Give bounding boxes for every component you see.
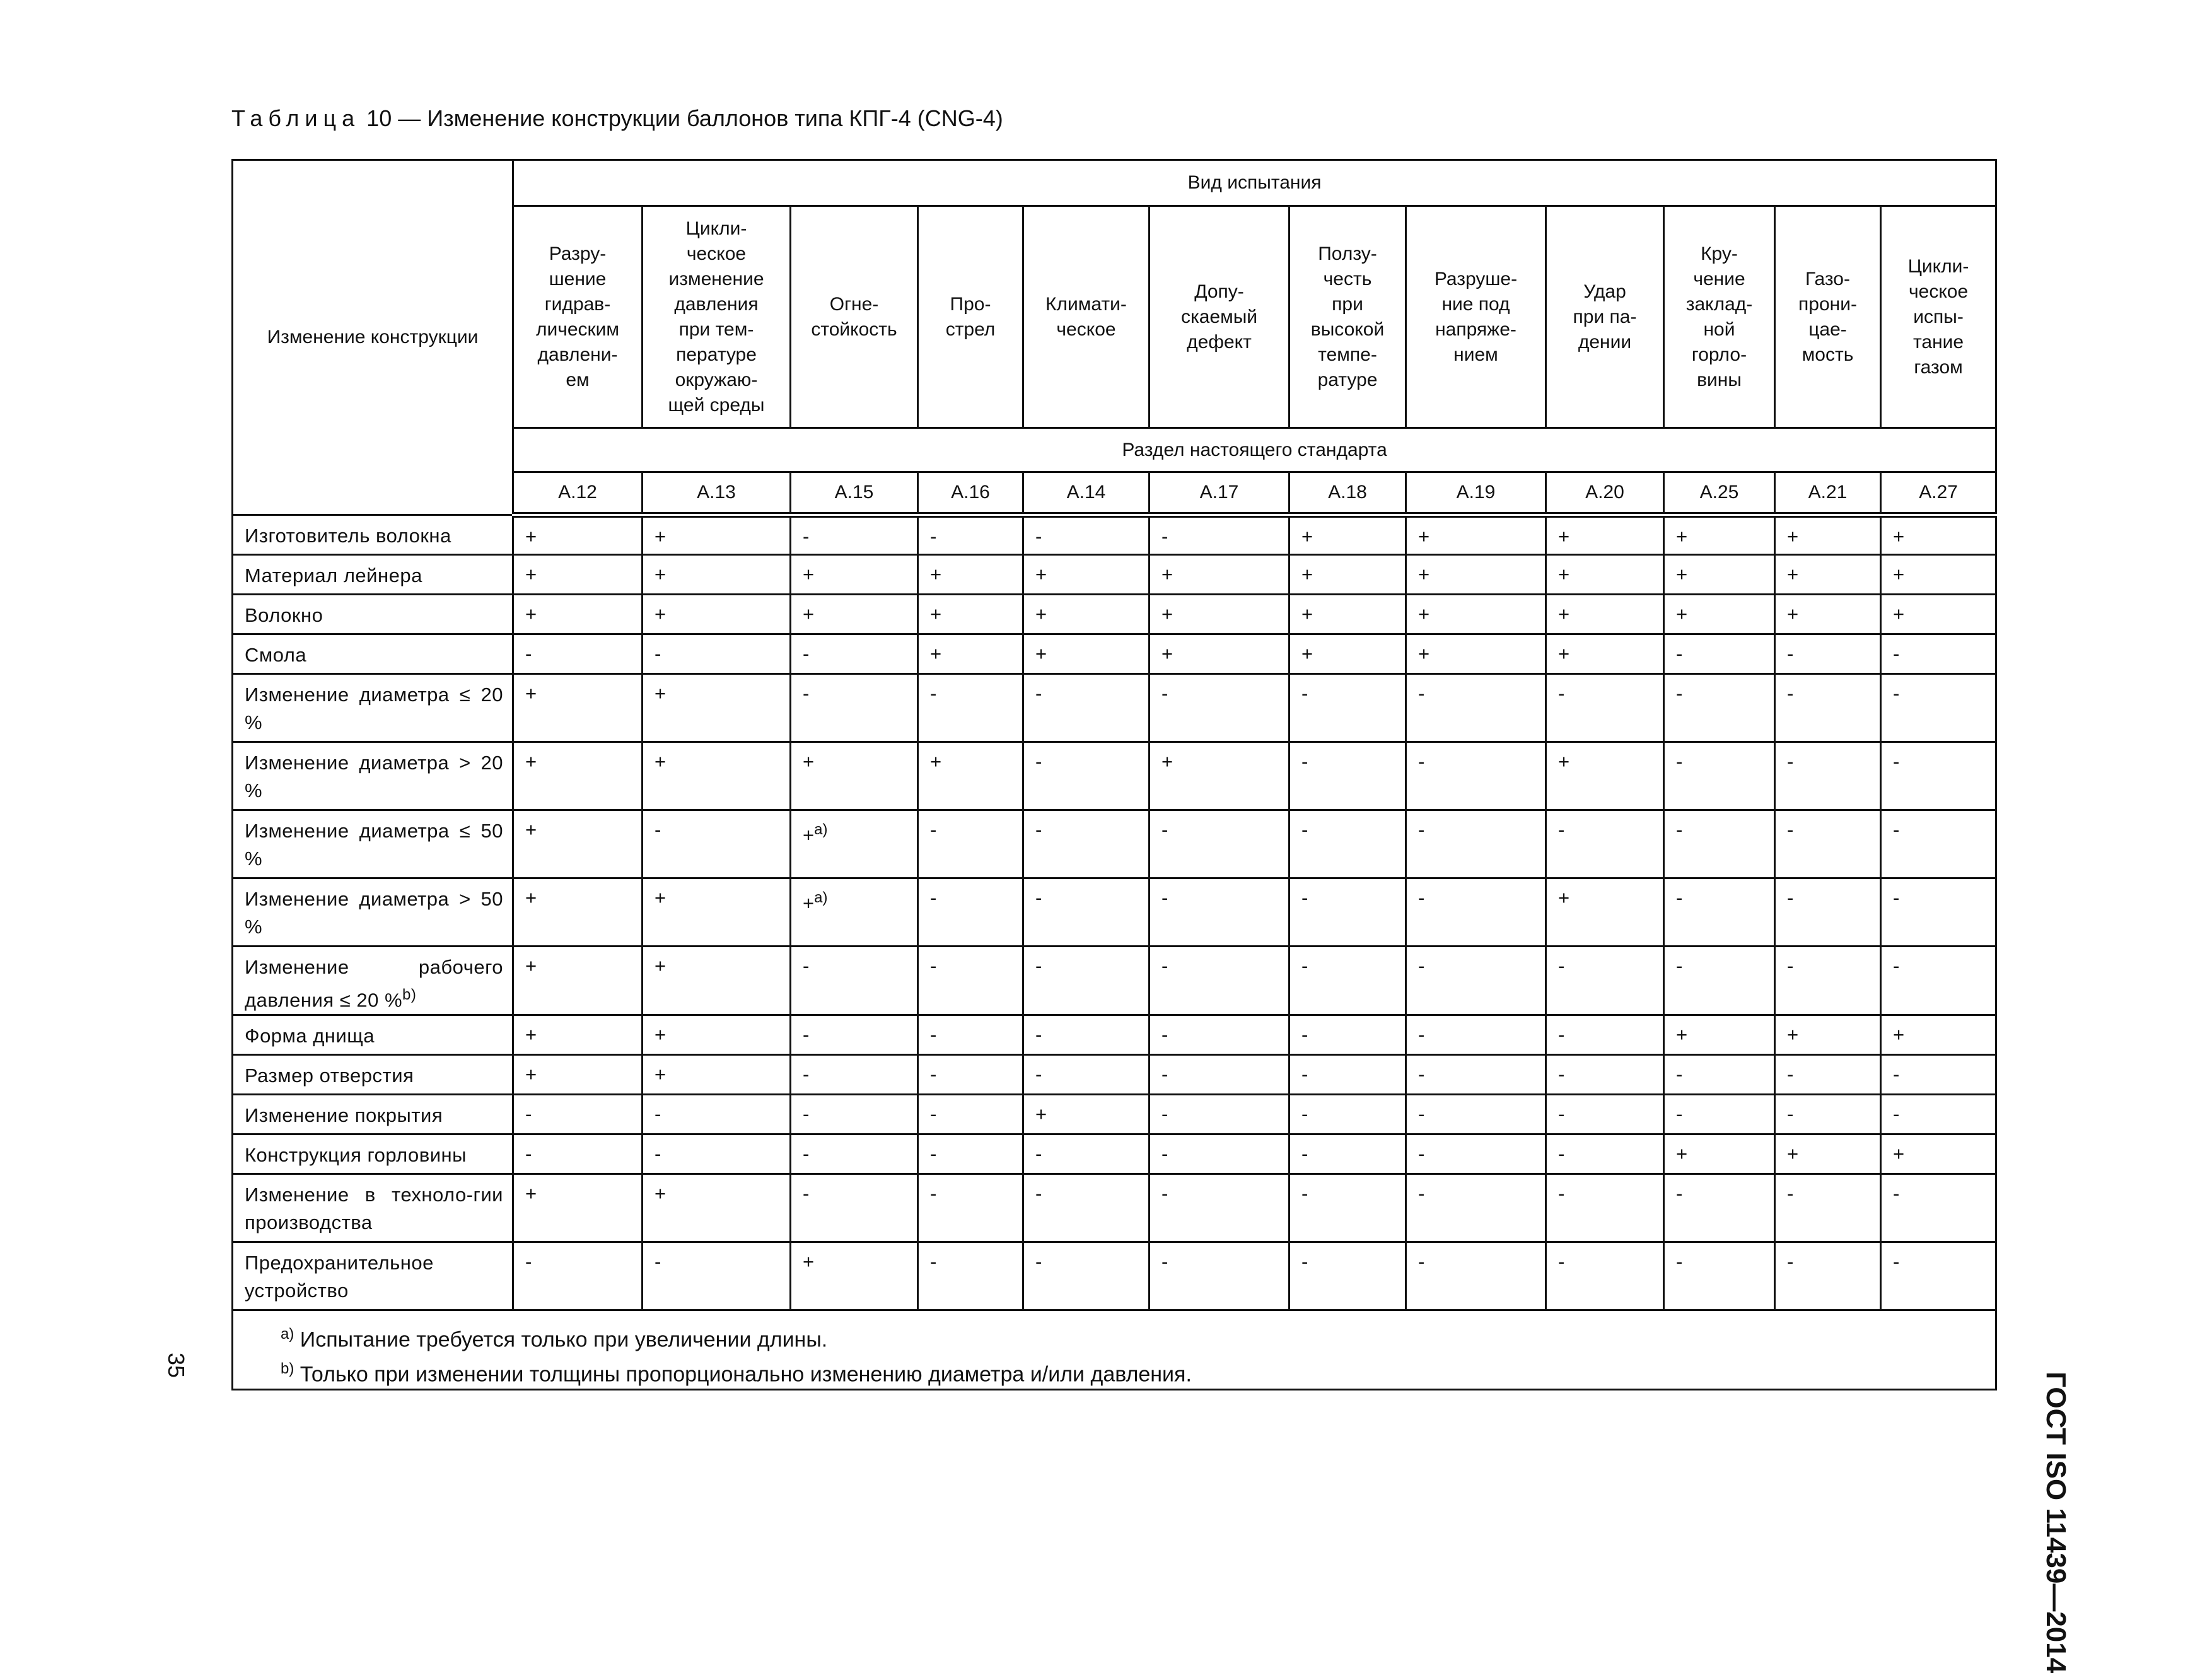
column-section-code: А.17 [1150,472,1289,515]
result-mark: - [1664,878,1775,947]
result-mark: + [791,595,918,634]
row-label: Размер отверстия [233,1055,513,1095]
table-row [233,1095,1996,1134]
result-mark: - [1289,742,1406,810]
result-mark: - [918,1174,1023,1242]
result-mark: - [1881,947,1996,1015]
result-mark: +$^{a)}$ [791,810,918,878]
result-mark: + [1023,634,1150,674]
result-mark: + [643,878,791,947]
result-mark: - [1664,1174,1775,1242]
column-section-code: А.21 [1775,472,1881,515]
result-mark: - [1546,1095,1664,1134]
result-mark: - [1150,1174,1289,1242]
result-mark: - [513,634,643,674]
result-mark: - [1546,674,1664,742]
result-mark: + [1406,634,1546,674]
result-mark: + [643,947,791,1015]
result-mark: + [643,515,791,555]
result-mark: - [1023,947,1150,1015]
result-mark: + [513,595,643,634]
table-footnotes [233,1310,1996,1390]
result-mark: - [1881,810,1996,878]
result-mark: + [513,1055,643,1095]
result-mark: + [643,555,791,595]
result-mark: - [1664,1095,1775,1134]
row-label: Форма днища [233,1015,513,1055]
result-mark: - [1289,1174,1406,1242]
result-mark: - [1664,674,1775,742]
result-mark: - [1023,810,1150,878]
result-mark: - [1289,878,1406,947]
result-mark: + [1546,634,1664,674]
result-mark: - [513,1095,643,1134]
row-label: Предохранительное устройство [233,1242,513,1310]
result-mark: + [1881,1134,1996,1174]
result-mark: - [1150,1015,1289,1055]
result-mark: - [1775,742,1881,810]
result-mark: + [918,595,1023,634]
column-section-code: А.19 [1406,472,1546,515]
result-mark: - [791,1055,918,1095]
result-mark: - [1150,515,1289,555]
result-mark: - [1775,1055,1881,1095]
result-mark: - [918,515,1023,555]
result-mark: + [1881,595,1996,634]
result-mark: - [1150,878,1289,947]
result-mark: + [1546,878,1664,947]
table-row [233,1242,1996,1310]
result-mark: + [1150,634,1289,674]
result-mark: + [513,555,643,595]
result-mark: + [1546,595,1664,634]
result-mark: + [643,674,791,742]
result-mark: - [918,878,1023,947]
result-mark: + [1881,515,1996,555]
result-mark: - [1289,1015,1406,1055]
result-mark: + [1664,1015,1775,1055]
result-mark: + [513,1174,643,1242]
column-section-code: А.20 [1546,472,1664,515]
result-mark: - [1546,1055,1664,1095]
table-row [233,634,1996,674]
result-mark: + [1881,555,1996,595]
result-mark: + [1289,634,1406,674]
result-mark: - [1775,634,1881,674]
table-row [233,810,1996,878]
result-mark: - [1881,742,1996,810]
result-mark: - [1023,742,1150,810]
result-mark: - [918,810,1023,878]
row-label: Изменение покрытия [233,1095,513,1134]
column-header-name: Цикли- ческое изменение давления при тем- пературе окружаю- щей среды [643,206,791,428]
result-mark: + [643,1055,791,1095]
result-mark: - [791,674,918,742]
result-mark: - [643,1134,791,1174]
column-header-name: Разруше- ние под напряже- нием [1406,206,1546,428]
result-mark: + [918,555,1023,595]
table-row [233,1015,1996,1055]
result-mark: - [1023,1242,1150,1310]
result-mark: - [1546,1015,1664,1055]
result-mark: - [1289,810,1406,878]
result-mark: - [791,1174,918,1242]
column-header-name: Допу- скаемый дефект [1150,206,1289,428]
result-mark: - [643,634,791,674]
result-mark: - [791,1015,918,1055]
result-mark: + [513,674,643,742]
result-mark: + [1289,555,1406,595]
result-mark: - [1664,634,1775,674]
result-mark: - [1023,1134,1150,1174]
result-mark: - [1881,1095,1996,1134]
result-mark: - [1150,1095,1289,1134]
result-mark: + [1150,555,1289,595]
footnote-b: $^{b)}$ Только при изменении толщины пропорционально изменению диаметра и/или давления. [281,1360,1192,1386]
result-mark: - [1664,947,1775,1015]
result-mark: - [1546,1134,1664,1174]
result-mark: - [1023,878,1150,947]
result-mark: + [513,878,643,947]
row-label-header: Изменение конструкции [233,160,513,515]
result-mark: - [1150,1242,1289,1310]
result-mark: + [1546,515,1664,555]
row-label: Изменение диаметра ≤ 20 % [233,674,513,742]
result-mark: + [1775,595,1881,634]
result-mark: - [1150,947,1289,1015]
result-mark: + [1664,1134,1775,1174]
result-mark: - [513,1134,643,1174]
result-mark: + [1406,595,1546,634]
row-label: Волокно [233,595,513,634]
result-mark: - [1406,810,1546,878]
result-mark: - [1023,1015,1150,1055]
result-mark: + [513,1015,643,1055]
result-mark: + [643,742,791,810]
result-mark: - [1023,515,1150,555]
result-mark: - [1546,1242,1664,1310]
result-mark: - [1289,1242,1406,1310]
result-mark: - [1406,1242,1546,1310]
result-mark: - [918,1242,1023,1310]
result-mark: + [1775,1134,1881,1174]
result-mark: - [1289,1055,1406,1095]
result-mark: + [643,1015,791,1055]
result-mark: - [1881,1055,1996,1095]
result-mark: - [791,947,918,1015]
column-section-code: А.16 [918,472,1023,515]
result-mark: - [1664,742,1775,810]
result-mark: - [791,1095,918,1134]
result-mark: - [1406,674,1546,742]
column-header-name: Цикли- ческое испы- тание газом [1881,206,1996,428]
document-side-title: ГОСТ ISO 11439—2014 [2040,1372,2071,1673]
result-mark: - [1664,1055,1775,1095]
result-mark: + [1881,1015,1996,1055]
column-section-code: А.27 [1881,472,1996,515]
result-mark: - [1406,742,1546,810]
result-mark: - [1023,1055,1150,1095]
result-mark: - [1406,1134,1546,1174]
row-label: Изменение в техноло-гии производства [233,1174,513,1242]
result-mark: - [1289,1095,1406,1134]
result-mark: - [1664,810,1775,878]
column-section-code: А.14 [1023,472,1150,515]
result-mark: + [513,515,643,555]
result-mark: - [1150,674,1289,742]
result-mark: - [513,1242,643,1310]
result-mark: - [1881,1174,1996,1242]
result-mark: + [918,742,1023,810]
column-section-code: А.18 [1289,472,1406,515]
result-mark: + [1664,515,1775,555]
result-mark: - [1023,1174,1150,1242]
result-mark: + [791,555,918,595]
column-header-name: Газо- прони- цае- мость [1775,206,1881,428]
row-label: Смола [233,634,513,674]
result-mark: - [1546,947,1664,1015]
column-header-name: Разру- шение гидрав- лическим давлени- ем [513,206,643,428]
table-row [233,515,1996,555]
footnote-a: $^{a)}$ Испытание требуется только при увеличении длины. [281,1326,828,1352]
result-mark: + [1150,595,1289,634]
result-mark: + [1546,555,1664,595]
test-type-header: Вид испытания [513,160,1996,206]
result-mark: - [918,1095,1023,1134]
result-mark: - [1775,1242,1881,1310]
result-mark: - [643,810,791,878]
column-header-name: Удар при па- дении [1546,206,1664,428]
result-mark: - [1775,1174,1881,1242]
caption-text: 10 — Изменение конструкции баллонов типа КПГ-4 (CNG-4) [366,105,1003,131]
result-mark: - [1289,674,1406,742]
result-mark: + [643,1174,791,1242]
result-mark: - [918,947,1023,1015]
table-row [233,878,1996,947]
result-mark: + [791,1242,918,1310]
column-section-code: А.15 [791,472,918,515]
result-mark: + [1289,595,1406,634]
result-mark: - [1881,1242,1996,1310]
result-mark: + [1023,1095,1150,1134]
result-mark: - [918,1055,1023,1095]
caption-prefix: Таблица [231,105,361,131]
result-mark: - [1546,810,1664,878]
result-mark: + [1775,555,1881,595]
result-mark: - [643,1095,791,1134]
table-row [233,1055,1996,1095]
result-mark: - [791,634,918,674]
table-row [233,742,1996,810]
column-header-name: Про- стрел [918,206,1023,428]
row-label: Изменение диаметра > 20 % [233,742,513,810]
table-row [233,1174,1996,1242]
result-mark: - [1881,878,1996,947]
table-row [233,947,1996,1015]
result-mark: + [1023,555,1150,595]
result-mark: - [1150,1134,1289,1174]
column-header-name: Кру- чение заклад- ной горло- вины [1664,206,1775,428]
result-mark: - [791,1134,918,1174]
result-mark: + [1775,515,1881,555]
table-row [233,674,1996,742]
result-mark: - [918,674,1023,742]
result-mark: + [791,742,918,810]
result-mark: - [1150,810,1289,878]
result-mark: - [643,1242,791,1310]
design-change-table [231,159,1997,1390]
result-mark: - [791,515,918,555]
result-mark: - [1775,674,1881,742]
result-mark: + [1546,742,1664,810]
result-mark: - [1406,1174,1546,1242]
result-mark: - [1664,1242,1775,1310]
result-mark: + [643,595,791,634]
row-label: Изменение рабочего давления ≤ 20 %$^{b)}$ [233,947,513,1015]
result-mark: - [1546,1174,1664,1242]
table-row [233,1134,1996,1174]
result-mark: - [1023,674,1150,742]
result-mark: + [513,947,643,1015]
result-mark: + [513,742,643,810]
result-mark: - [1406,1095,1546,1134]
page-number: 35 [163,1353,189,1379]
result-mark: + [513,810,643,878]
result-mark: + [918,634,1023,674]
column-header-name: Ползу- честь при высокой темпе- ратуре [1289,206,1406,428]
result-mark: - [1150,1055,1289,1095]
result-mark: - [918,1015,1023,1055]
column-section-code: А.13 [643,472,791,515]
column-section-code: А.12 [513,472,643,515]
result-mark: + [1406,515,1546,555]
result-mark: - [1406,1015,1546,1055]
result-mark: - [1775,1095,1881,1134]
table-caption [231,105,1003,132]
column-header-name: Огне- стойкость [791,206,918,428]
row-label: Конструкция горловины [233,1134,513,1174]
result-mark: - [1775,878,1881,947]
column-section-code: А.25 [1664,472,1775,515]
column-header-name: Климати- ческое [1023,206,1150,428]
table-row [233,595,1996,634]
result-mark: - [1406,878,1546,947]
result-mark: - [1289,947,1406,1015]
result-mark: + [1406,555,1546,595]
result-mark: - [1775,947,1881,1015]
result-mark: - [1881,674,1996,742]
row-label: Материал лейнера [233,555,513,595]
row-label: Изменение диаметра > 50 % [233,878,513,947]
result-mark: + [1150,742,1289,810]
result-mark: - [1881,634,1996,674]
result-mark: - [1406,1055,1546,1095]
row-label: Изменение диаметра ≤ 50 % [233,810,513,878]
result-mark: + [1289,515,1406,555]
row-label: Изготовитель волокна [233,515,513,555]
result-mark: + [1023,595,1150,634]
table-row [233,555,1996,595]
result-mark: - [1406,947,1546,1015]
result-mark: + [1664,595,1775,634]
result-mark: - [1775,810,1881,878]
result-mark: - [918,1134,1023,1174]
section-header: Раздел настоящего стандарта [513,428,1996,472]
result-mark: + [1775,1015,1881,1055]
result-mark: +$^{a)}$ [791,878,918,947]
result-mark: + [1664,555,1775,595]
result-mark: - [1289,1134,1406,1174]
